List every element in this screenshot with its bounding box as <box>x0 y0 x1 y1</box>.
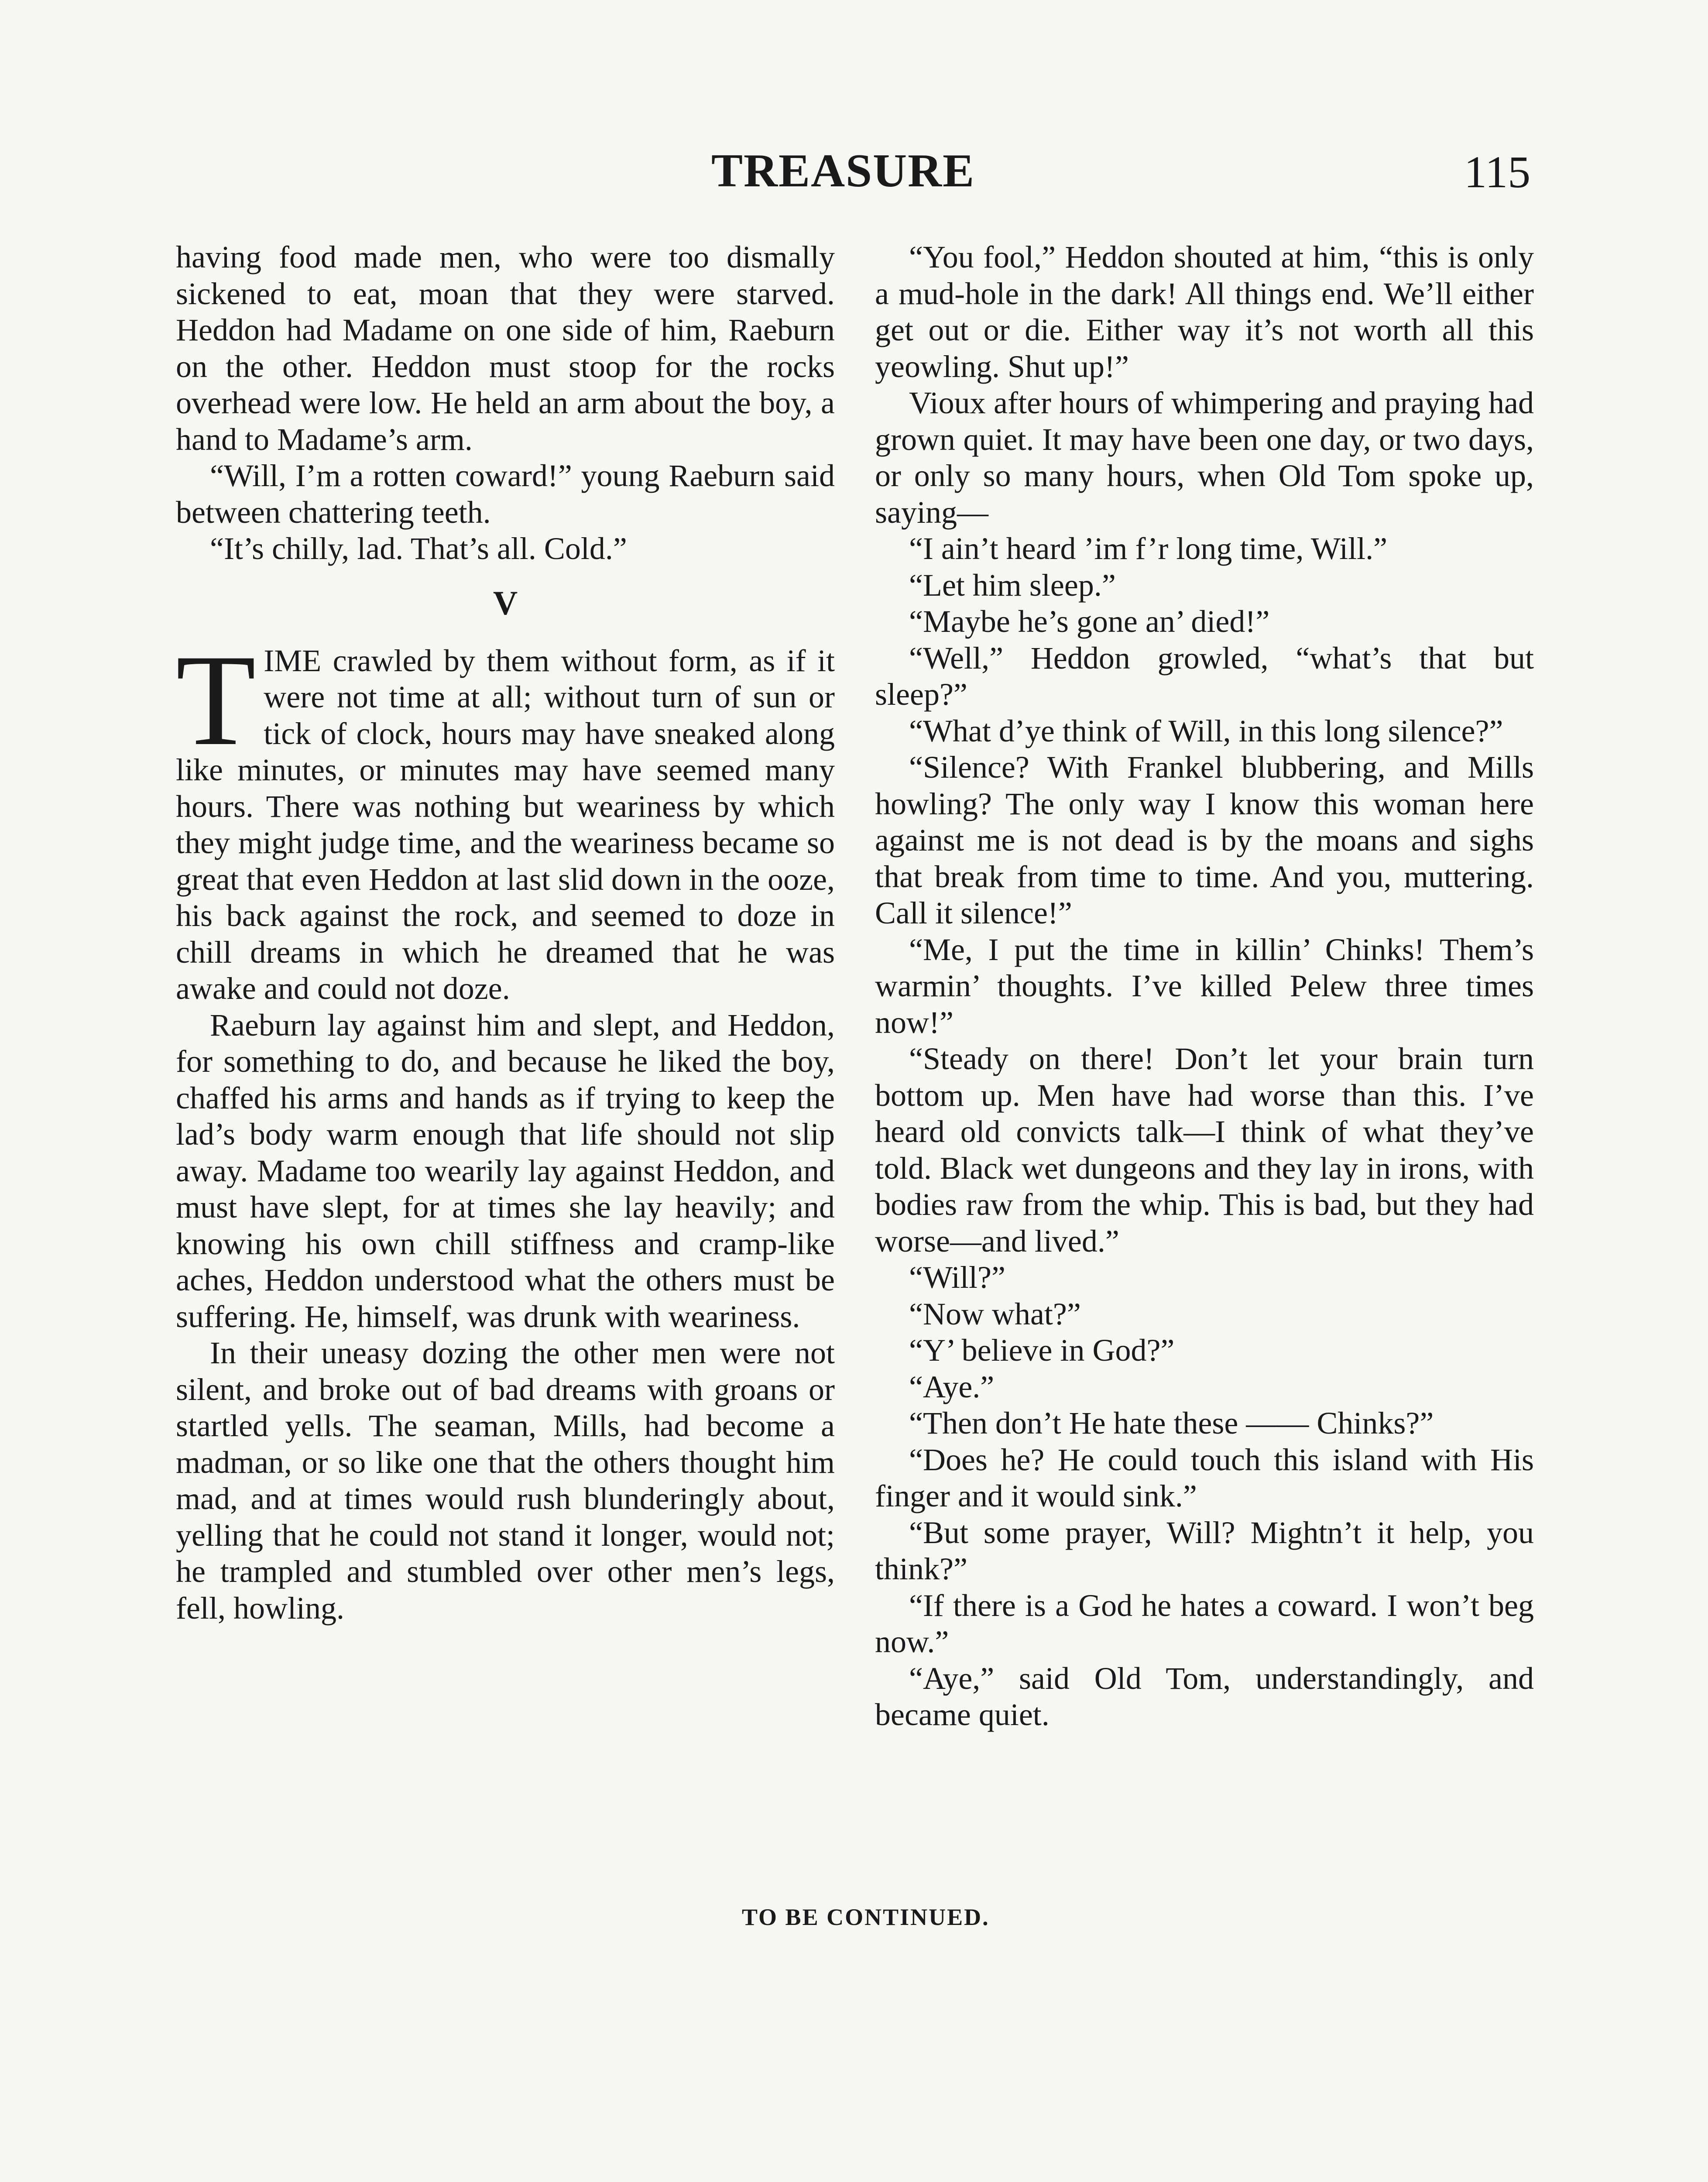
page-number: 115 <box>1464 147 1531 197</box>
right-column <box>875 239 1534 1733</box>
page-title: TREASURE <box>711 145 975 197</box>
paragraph: “Does he? He could touch this island with His finger and it would sink.” <box>875 1442 1534 1513</box>
section-first-paragraph <box>176 627 835 1007</box>
to-be-continued: TO BE CONTINUED. <box>742 1904 990 1930</box>
paragraph: “Will, I’m a rotten coward!” young Raeburn said between chattering teeth. <box>176 458 835 530</box>
paragraph: Vioux after hours of whimpering and praying had grown quiet. It may have been one day, or two days, or only so many hours, when Old Tom spoke up, saying— <box>875 385 1534 530</box>
paragraph: “Aye.” <box>909 1369 995 1404</box>
paragraph: “Then don’t He hate these —— Chinks?” <box>909 1406 1434 1441</box>
paragraph: “Now what?” <box>909 1296 1081 1331</box>
paragraph: “I ain’t heard ’im f’r long time, Will.” <box>909 531 1388 566</box>
paragraph: “It’s chilly, lad. That’s all. Cold.” <box>210 531 627 566</box>
paragraph: “But some prayer, Will? Mightn’t it help, you think?” <box>875 1515 1534 1586</box>
paragraph: “Steady on there! Don’t let your brain turn bottom up. Men have had worse than this. I’ve heard old convicts talk—I think of what they’ve told. Black wet dungeons and they lay in irons, with bodies raw from the whip. This is bad, but they had worse—and lived.” <box>875 1041 1534 1259</box>
paragraph: “If there is a God he hates a coward. I won’t beg now.” <box>875 1588 1534 1659</box>
paragraph: “Well,” Heddon growled, “what’s that but sleep?” <box>875 640 1534 712</box>
paragraph: “Maybe he’s gone an’ died!” <box>909 604 1270 639</box>
paragraph: “You fool,” Heddon shouted at him, “this is only a mud-hole in the dark! All things end. We’ll either get out or die. Either way it’s not worth all this yeowling. Shut up!” <box>875 240 1534 384</box>
paragraph: “Aye,” said Old Tom, understandingly, and became quiet. <box>875 1661 1534 1732</box>
paragraph: In their uneasy dozing the other men were not silent, and broke out of bad dreams with groans or startled yells. The seaman, Mills, had become a madman, or so like one that the others thought him mad, and at times would rush blunderingly about, yelling that he could not stand it longer, would not; he trampled and stumbled over other men’s legs, fell, howling. <box>176 1335 835 1626</box>
paragraph: “Silence? With Frankel blubbering, and Mills howling? The only way I know this woman here against me is not dead is by the moans and sighs that break from time to time. And you, muttering. Call it silence!” <box>875 750 1534 930</box>
paragraph: Raeburn lay against him and slept, and Heddon, for something to do, and because he liked the boy, chaffed his arms and hands as if trying to keep the lad’s body warm enough that life should not slip away. Madame too wearily lay against Heddon, and must have slept, for at times she lay heavily; and knowing his own chill stiffness and cramp-like aches, Heddon understood what the others must be suffering. He, himself, was drunk with weariness. <box>176 1007 835 1334</box>
paragraph: having food made men, who were too dismally sickened to eat, moan that they were starved. Heddon had Madame on one side of him, Raeburn on the other. Heddon must stoop for the rocks overhead were low. He held an arm about the boy, a hand to Madame’s arm. <box>176 240 835 457</box>
left-column <box>176 239 835 1626</box>
paragraph: “Will?” <box>909 1260 1005 1295</box>
paragraph: “What d’ye think of Will, in this long silence?” <box>909 713 1503 748</box>
paragraph: “Let him sleep.” <box>909 567 1116 603</box>
drop-cap: T <box>176 627 256 772</box>
paragraph: “Y’ believe in God?” <box>909 1333 1175 1368</box>
section-heading: V <box>493 583 518 622</box>
first-paragraph-text: IME crawled by them without form, as if it were not time at all; without turn of sun or tick of clock, hours may have sneaked along like minutes, or minutes may have seemed many hours. There was nothing but weariness by which they might judge time, and the weariness became so great that even Heddon at last slid down in the ooze, his back against the rock, and seemed to doze in chill dreams in which he dreamed that he was awake and could not doze. <box>176 643 835 1006</box>
paragraph: “Me, I put the time in killin’ Chinks! Them’s warmin’ thoughts. I’ve killed Pelew three times now!” <box>875 932 1534 1040</box>
